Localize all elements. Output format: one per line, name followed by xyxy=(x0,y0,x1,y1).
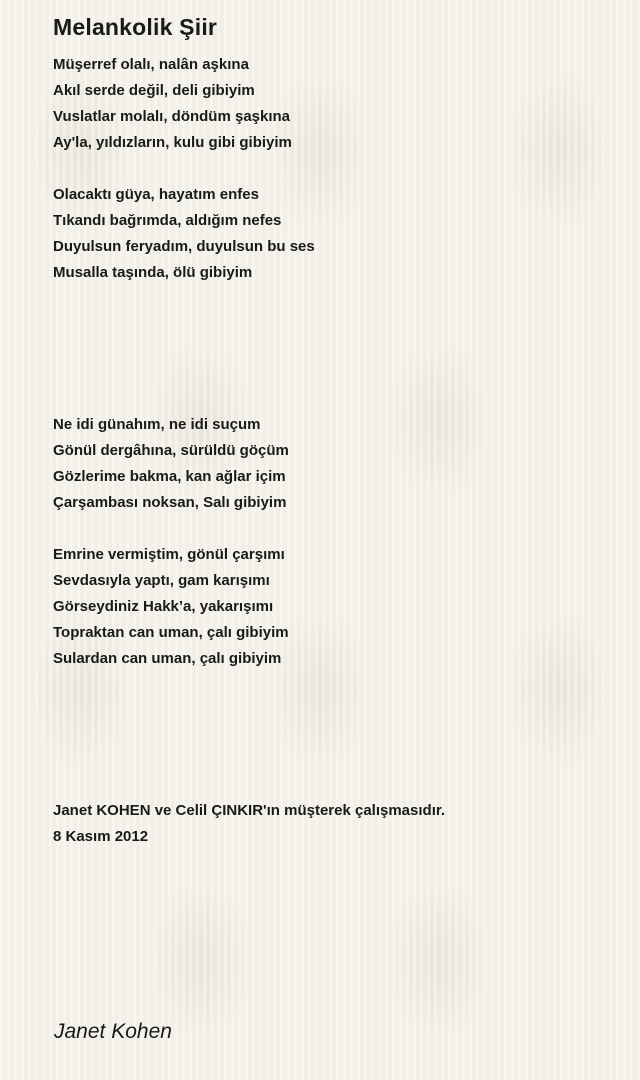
poem-line: Akıl serde değil, deli gibiyim xyxy=(53,82,255,99)
stanza-3 xyxy=(53,412,289,516)
poem-line: Duyulsun feryadım, duyulsun bu ses xyxy=(53,238,315,255)
poem-line: Gönül dergâhına, sürüldü göçüm xyxy=(53,442,289,459)
poem-line: Olacaktı güya, hayatım enfes xyxy=(53,186,259,203)
author-signature: Janet Kohen xyxy=(54,1020,172,1043)
stanza-4 xyxy=(53,542,289,672)
poem-line: Ne idi günahım, ne idi suçum xyxy=(53,416,261,433)
poem-date: 8 Kasım 2012 xyxy=(53,828,149,845)
poem-line: Çarşambası noksan, Salı gibiyim xyxy=(53,494,287,511)
poem-line: Musalla taşında, ölü gibiyim xyxy=(53,264,253,281)
collaboration-note: Janet KOHEN ve Celil ÇINKIR'ın müşterek çalışmasıdır. xyxy=(53,802,446,819)
poem-line: Müşerref olalı, nalân aşkına xyxy=(53,56,249,73)
poem-line: Sevdasıyla yaptı, gam karışımı xyxy=(53,572,270,589)
poem-line: Ay'la, yıldızların, kulu gibi gibiyim xyxy=(53,134,292,151)
poem-line: Topraktan can uman, çalı gibiyim xyxy=(53,624,289,641)
poem-footer xyxy=(53,798,445,850)
poem-line: Tıkandı bağrımda, aldığım nefes xyxy=(53,212,282,229)
poem-line: Gözlerime bakma, kan ağlar içim xyxy=(53,468,286,485)
poem-line: Emrine vermiştim, gönül çarşımı xyxy=(53,546,285,563)
poem-line: Sulardan can uman, çalı gibiyim xyxy=(53,650,282,667)
poem-title: Melankolik Şiir xyxy=(53,14,218,40)
poem-line: Vuslatlar molalı, döndüm şaşkına xyxy=(53,108,291,125)
stanza-1 xyxy=(53,52,292,156)
poem-line: Görseydiniz Hakk’a, yakarışımı xyxy=(53,598,274,615)
stanza-2 xyxy=(53,182,315,286)
